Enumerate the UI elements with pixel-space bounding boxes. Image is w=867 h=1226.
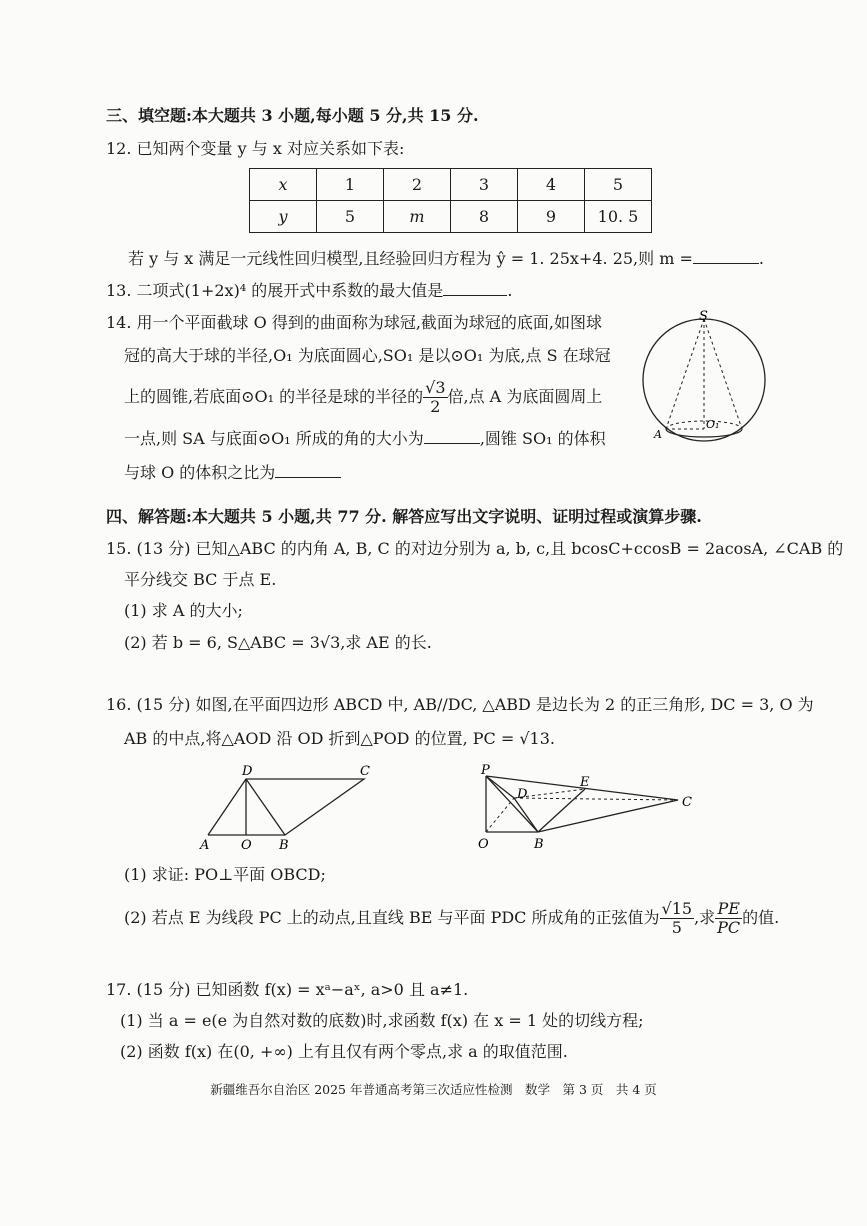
table-cell: 9: [518, 201, 585, 233]
q17-part2: (2) 函数 f(x) 在(0, +∞) 上有且仅有两个零点,求 a 的取值范围.: [120, 1042, 568, 1061]
table-cell: y: [250, 201, 317, 233]
q15-line2: 平分线交 BC 于点 E.: [124, 570, 277, 589]
q12-question: [128, 248, 764, 270]
table-cell: 5: [317, 201, 384, 233]
edge-bc: [538, 800, 678, 832]
label-o: O: [241, 838, 252, 853]
table-cell: 2: [384, 169, 451, 201]
frac-num: PE: [715, 900, 742, 919]
section-4-header: 四、解答题:本大题共 5 小题,共 77 分. 解答应写出文字说明、证明过程或演算步骤.: [106, 507, 702, 526]
q16-part1: (1) 求证: PO⊥平面 OBCD;: [124, 865, 326, 884]
page-footer: 新疆维吾尔自治区 2025 年普通高考第三次适应性检测 数学 第 3 页 共 4 页: [210, 1082, 657, 1097]
q16-line2: AB 的中点,将△AOD 沿 OD 折到△POD 的位置, PC = √13.: [124, 729, 555, 748]
q14-line2: 冠的高大于球的半径,O₁ 为底面圆心,SO₁ 是以⊙O₁ 为底,点 S 在球冠: [124, 346, 611, 365]
table-cell: 8: [451, 201, 518, 233]
q17-part1: (1) 当 a = e(e 为自然对数的底数)时,求函数 f(x) 在 x = 1 处的切线方程;: [120, 1011, 644, 1030]
table-cell: x: [250, 169, 317, 201]
q14-line3a: 上的圆锥,若底面⊙O₁ 的半径是球的半径的: [124, 387, 424, 406]
label-c: C: [360, 764, 370, 779]
section-3-header: 三、填空题:本大题共 3 小题,每小题 5 分,共 15 分.: [106, 106, 479, 125]
q16-part2c: 的值.: [742, 908, 780, 927]
cone-edge-sa: [666, 319, 704, 429]
sphere-cap-figure: [638, 308, 773, 448]
label-o1: O₁: [706, 418, 720, 431]
q17-line1: 17. (15 分) 已知函数 f(x) = xᵃ−aˣ, a>0 且 a≠1.: [106, 980, 469, 999]
q16-part2: [124, 898, 779, 938]
q14-line4: [124, 428, 606, 450]
label-b: B: [279, 838, 289, 853]
q15-part1: (1) 求 A 的大小;: [124, 601, 243, 620]
answer-blank: [275, 463, 341, 478]
quadrilateral-figure: [198, 760, 388, 855]
table-cell: 1: [317, 169, 384, 201]
table-cell: m: [384, 201, 451, 233]
table-cell: 4: [518, 169, 585, 201]
segment-be: [538, 789, 585, 832]
fraction-pe-over-pc: [715, 900, 742, 937]
q12-table: [249, 168, 652, 233]
pyramid-figure: [472, 762, 702, 857]
table-row-y: [250, 201, 652, 233]
q14-line3: [124, 378, 602, 416]
base-ellipse-front: [666, 429, 742, 437]
fraction-sqrt3-over-2: [423, 379, 447, 416]
edge-od: [486, 798, 514, 832]
q14-line3b: 倍,点 A 为底面圆周上: [447, 387, 603, 406]
edge-db: [514, 798, 538, 832]
q14-line5: [124, 462, 341, 484]
edge-dc: [514, 798, 678, 800]
table-cell: 5: [585, 169, 652, 201]
q16-part2b: ,求: [694, 908, 716, 927]
label-s: S: [699, 309, 708, 324]
label-a: A: [654, 428, 662, 441]
frac-num: √3: [425, 378, 446, 397]
q15-line1: 15. (13 分) 已知△ABC 的内角 A, B, C 的对边分别为 a, b, c,且 bcosC+ccosB = 2acosA, ∠CAB 的: [106, 539, 844, 558]
answer-blank: [693, 249, 759, 264]
label-a: A: [200, 838, 210, 853]
frac-den: 5: [671, 918, 682, 937]
fraction-sqrt15-over-5: [660, 900, 695, 937]
segment-db: [246, 779, 285, 835]
table-cell: 10. 5: [585, 201, 652, 233]
q13-end: .: [507, 281, 513, 300]
label-p: P: [481, 763, 490, 778]
q13-text: 13. 二项式(1+2x)⁴ 的展开式中系数的最大值是: [106, 281, 444, 300]
frac-den: PC: [717, 918, 741, 937]
label-b: B: [534, 837, 544, 852]
quad-outline: [208, 779, 364, 835]
label-c: C: [682, 795, 692, 810]
q12-text: 若 y 与 x 满足一元线性回归模型,且经验回归方程为 ŷ = 1. 25x+4. 25,则 m =: [128, 249, 693, 268]
q16-part2a: (2) 若点 E 为线段 PC 上的动点,且直线 BE 与平面 PDC 所成角的正弦值为: [124, 908, 660, 927]
frac-den: 2: [430, 397, 441, 416]
q14-line4b: ,圆锥 SO₁ 的体积: [479, 429, 606, 448]
answer-blank: [443, 281, 507, 296]
edge-pb: [486, 776, 538, 832]
cone-edge-right: [704, 319, 742, 429]
label-d: D: [517, 787, 528, 802]
frac-num: √15: [661, 899, 693, 918]
table-row-x: [250, 169, 652, 201]
q16-line1: 16. (15 分) 如图,在平面四边形 ABCD 中, AB//DC, △ABD 是边长为 2 的正三角形, DC = 3, O 为: [106, 695, 814, 714]
q12-end: .: [758, 249, 764, 268]
label-o: O: [478, 837, 489, 852]
label-e: E: [580, 775, 590, 790]
table-cell: 3: [451, 169, 518, 201]
q14-line1: 14. 用一个平面截球 O 得到的曲面称为球冠,截面为球冠的底面,如图球: [106, 313, 602, 332]
answer-blank: [424, 429, 480, 444]
label-d: D: [242, 764, 253, 779]
q13-question: [106, 280, 512, 302]
q14-line4a: 一点,则 SA 与底面⊙O₁ 所成的角的大小为: [124, 429, 424, 448]
q15-part2: (2) 若 b = 6, S△ABC = 3√3,求 AE 的长.: [124, 633, 432, 652]
q12-stem: 12. 已知两个变量 y 与 x 对应关系如下表:: [106, 139, 405, 158]
q14-line5-text: 与球 O 的体积之比为: [124, 463, 276, 482]
